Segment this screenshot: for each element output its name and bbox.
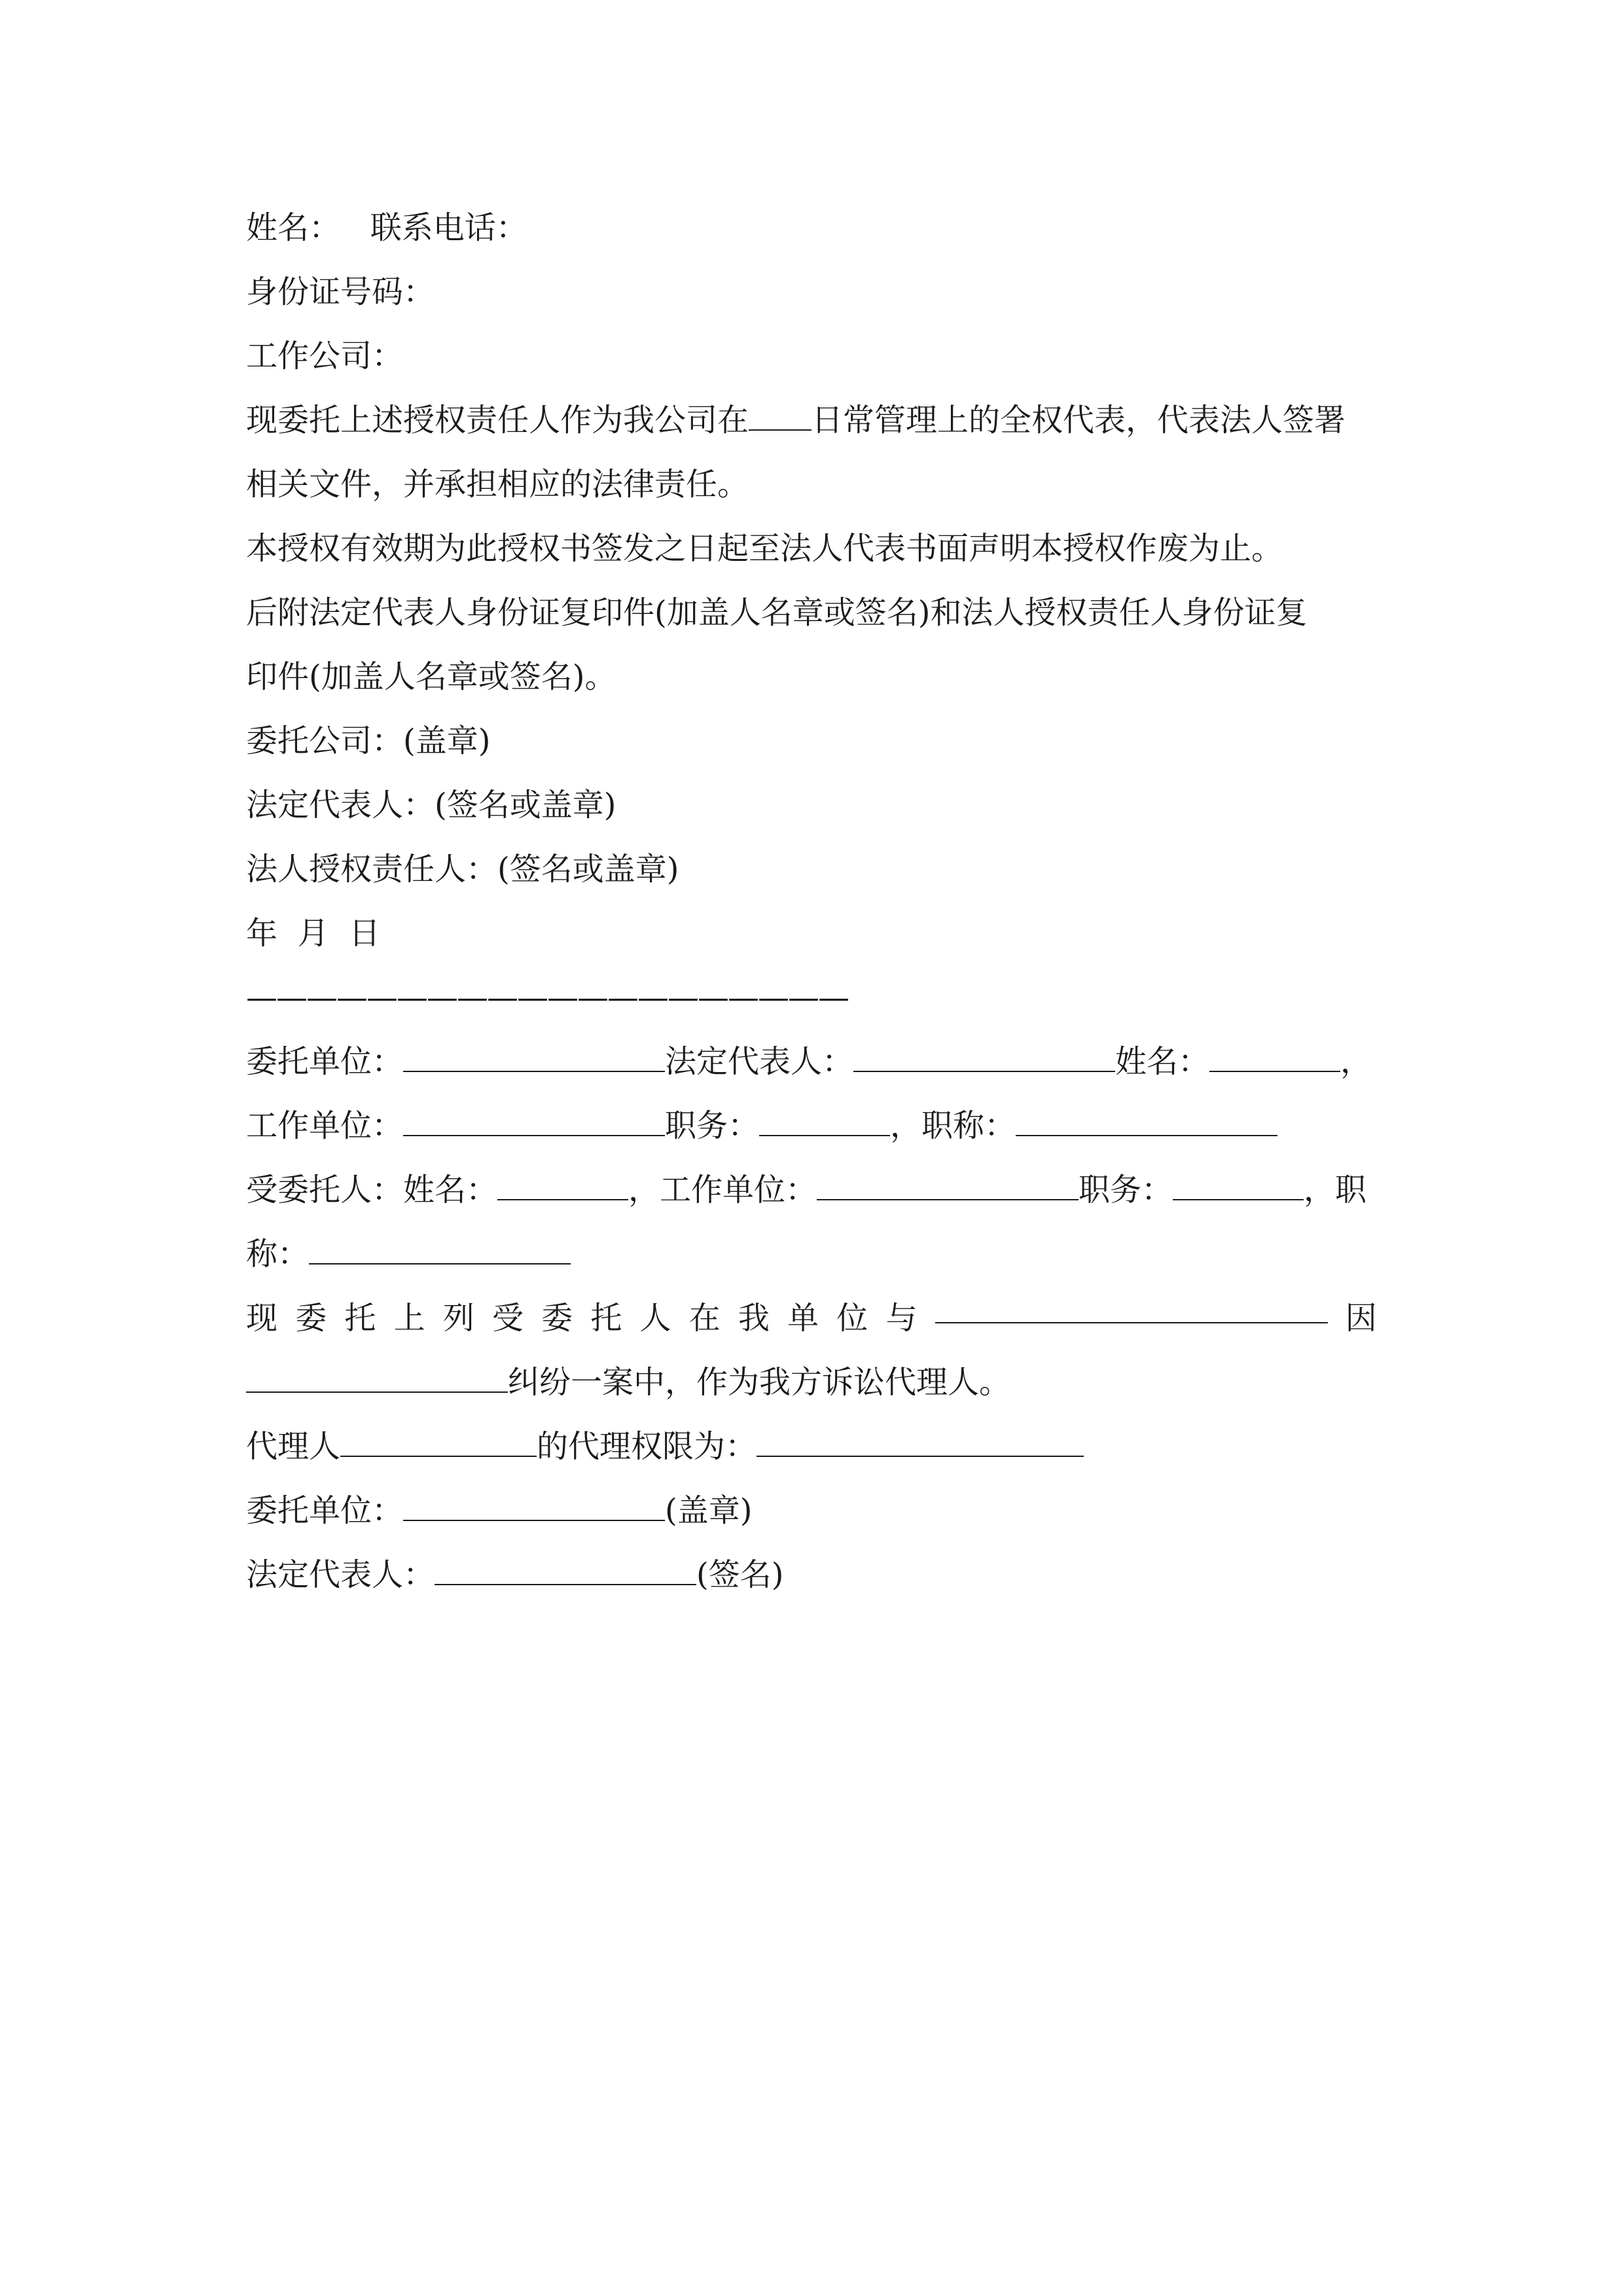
attachment-text-a: 后附法定代表人身份证复印件(加盖人名章或签名)和法人授权责任人身份证复 xyxy=(246,594,1308,631)
trustee-position-label: 职务： xyxy=(1079,1172,1173,1208)
char: 单 xyxy=(787,1300,819,1336)
agent-label: 代理人 xyxy=(246,1428,341,1465)
char: 委 xyxy=(541,1300,573,1336)
comma: ， xyxy=(1340,1043,1372,1080)
work-unit-blank[interactable] xyxy=(403,1105,665,1136)
dispute-text: 纠纷一案中，作为我方诉讼代理人。 xyxy=(508,1364,1011,1401)
date-line xyxy=(246,907,380,960)
counterparty-blank[interactable] xyxy=(935,1292,1328,1323)
char: 委 xyxy=(295,1300,327,1336)
trustee-name-label: 受委托人：姓名： xyxy=(246,1172,498,1208)
date-label: 年 月 日 xyxy=(246,915,381,952)
entrust-statement-line-1 xyxy=(246,1292,1377,1344)
title-blank[interactable] xyxy=(1016,1105,1277,1136)
validity-text: 本授权有效期为此授权书签发之日起至法人代表书面声明本授权作废为止。 xyxy=(246,530,1283,567)
entrusting-unit-seal-line xyxy=(246,1484,752,1537)
agent-authority-line xyxy=(246,1420,1084,1473)
legal-rep-line xyxy=(246,779,616,831)
validity-line xyxy=(246,522,1283,575)
char: 与 xyxy=(885,1300,918,1336)
work-unit-label: 工作单位： xyxy=(246,1107,404,1144)
entrusting-unit-seal-blank[interactable] xyxy=(403,1490,665,1521)
authorization-line-2 xyxy=(246,458,749,511)
authorized-person-line xyxy=(246,843,679,895)
char: 位 xyxy=(836,1300,868,1336)
char: 托 xyxy=(590,1300,622,1336)
authorization-text-c: 相关文件，并承担相应的法律责任。 xyxy=(246,466,749,503)
trustee-work-unit-label: ，工作单位： xyxy=(628,1172,817,1208)
work-unit-line xyxy=(246,1100,1277,1152)
authorized-person-label: 法人授权责任人：(签名或盖章) xyxy=(246,851,679,888)
name-label-2: 姓名： xyxy=(1115,1043,1210,1080)
name-phone-line xyxy=(246,202,527,254)
legal-rep-sign-blank[interactable] xyxy=(435,1554,696,1585)
name-blank[interactable] xyxy=(1209,1041,1340,1072)
authorization-line-1 xyxy=(246,394,1346,446)
entrusting-unit-seal-label: 委托单位： xyxy=(246,1492,404,1529)
legal-rep-sign-line xyxy=(246,1549,783,1601)
authorization-text-a: 现委托上述授权责任人作为我公司在 xyxy=(246,402,749,439)
trustee-line xyxy=(246,1164,1366,1216)
work-company-label: 工作公司： xyxy=(246,338,404,374)
authority-label: 的代理权限为： xyxy=(537,1428,757,1465)
seal-note: (盖章) xyxy=(665,1492,753,1529)
char: 人 xyxy=(639,1300,671,1336)
char: 我 xyxy=(738,1300,770,1336)
trustee-title-blank[interactable] xyxy=(309,1233,571,1265)
entrusting-unit-line xyxy=(246,1035,1372,1088)
legal-rep-label-2: 法定代表人： xyxy=(665,1043,854,1080)
attachment-text-b: 印件(加盖人名章或签名)。 xyxy=(246,658,616,695)
work-company-line xyxy=(246,330,403,382)
sign-note: (签名) xyxy=(696,1556,784,1593)
trustee-title-line xyxy=(246,1228,571,1280)
entrusting-unit-label: 委托单位： xyxy=(246,1043,404,1080)
char: 在 xyxy=(688,1300,721,1336)
id-number-line xyxy=(246,266,435,318)
trustee-title-label-a: ，职 xyxy=(1304,1172,1367,1208)
attachment-line-2 xyxy=(246,651,616,703)
attachment-line-1 xyxy=(246,586,1307,639)
id-number-label: 身份证号码： xyxy=(246,274,435,310)
trustee-name-blank[interactable] xyxy=(497,1169,628,1200)
authorization-text-b: 日常管理上的全权代表，代表法人签署 xyxy=(812,402,1346,439)
separator-dashes: ———————————————————— xyxy=(246,979,848,1016)
separator-line xyxy=(246,971,848,1024)
trustee-work-unit-blank[interactable] xyxy=(817,1169,1079,1200)
trustee-title-label-b: 称： xyxy=(246,1236,310,1272)
fill-blank[interactable] xyxy=(749,399,812,431)
legal-rep-label: 法定代表人：(签名或盖章) xyxy=(246,787,616,823)
char: 现 xyxy=(246,1300,278,1336)
char: 列 xyxy=(442,1300,474,1336)
title-label: ，职称： xyxy=(890,1107,1016,1144)
entrusting-company-line xyxy=(246,715,490,767)
legal-rep-sign-label: 法定代表人： xyxy=(246,1556,435,1593)
entrusting-unit-blank[interactable] xyxy=(403,1041,665,1072)
position-label: 职务： xyxy=(665,1107,760,1144)
entrust-statement-line-2 xyxy=(246,1356,1010,1408)
char: 托 xyxy=(344,1300,376,1336)
name-phone-label: 姓名： 联系电话： xyxy=(246,209,527,246)
because-char: 因 xyxy=(1345,1300,1377,1336)
entrusting-company-label: 委托公司：(盖章) xyxy=(246,723,491,759)
agent-name-blank[interactable] xyxy=(340,1426,537,1457)
char: 受 xyxy=(491,1300,524,1336)
char: 上 xyxy=(393,1300,425,1336)
dispute-blank[interactable] xyxy=(246,1361,508,1393)
authority-blank[interactable] xyxy=(757,1426,1084,1457)
legal-rep-blank[interactable] xyxy=(853,1041,1115,1072)
trustee-position-blank[interactable] xyxy=(1173,1169,1304,1200)
position-blank[interactable] xyxy=(759,1105,890,1136)
